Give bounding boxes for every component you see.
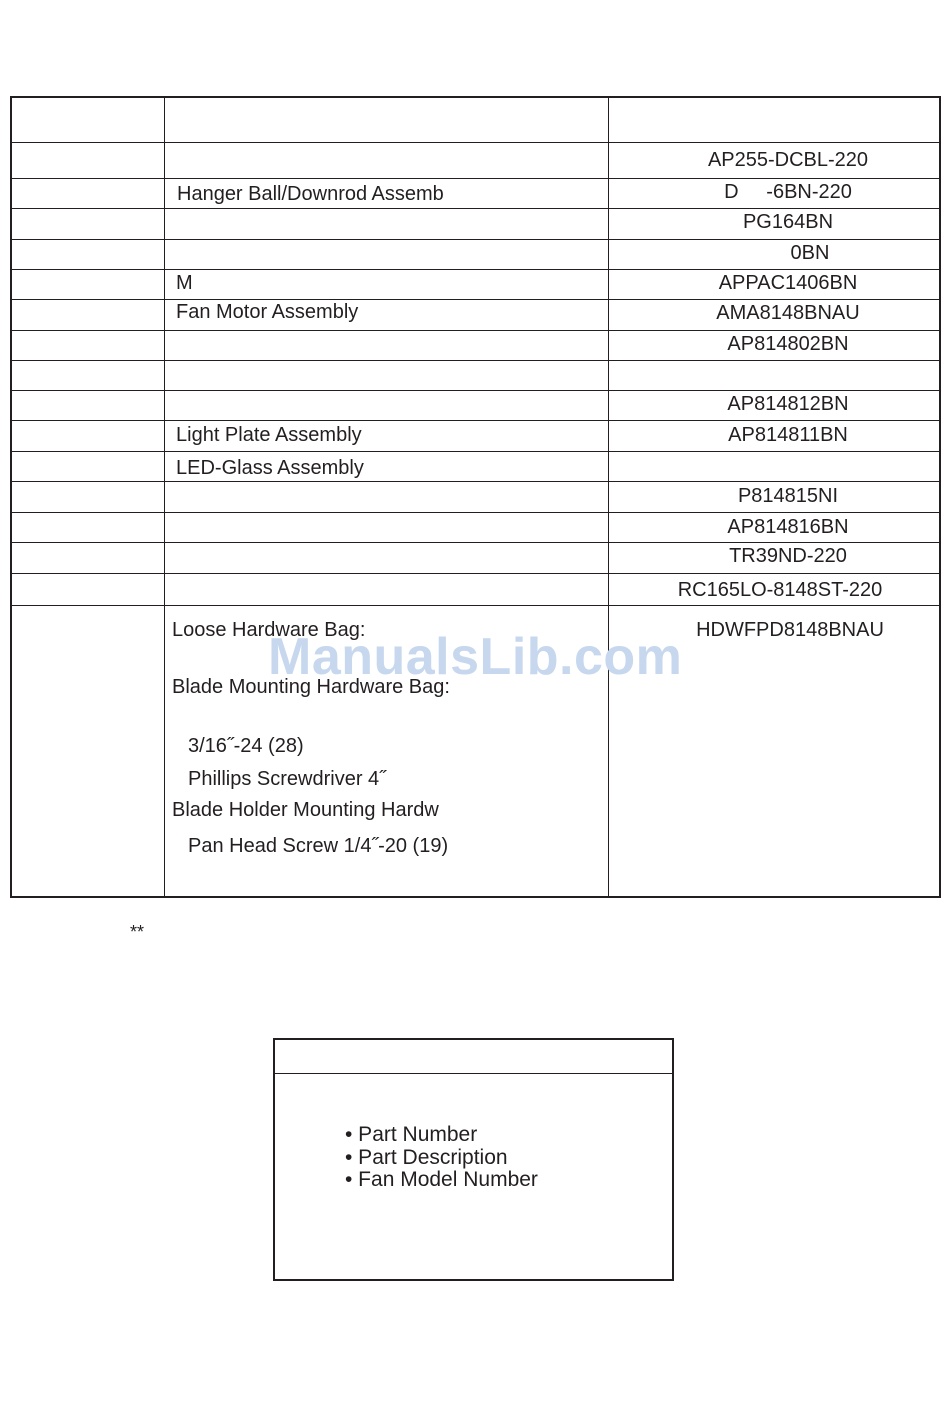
part-number: AMA8148BNAU bbox=[716, 302, 860, 324]
part-number: AP814816BN bbox=[727, 516, 849, 538]
list-item: • Part Description bbox=[345, 1145, 508, 1169]
parts-table bbox=[10, 96, 941, 898]
list-item: • Fan Model Number bbox=[345, 1168, 538, 1191]
part-number: APPAC1406BN bbox=[718, 272, 858, 294]
part-number: D -6BN-220 bbox=[724, 181, 852, 203]
part-number: P814815NI bbox=[737, 485, 839, 507]
part-number: PG164BN bbox=[742, 211, 834, 233]
row-divider bbox=[12, 605, 939, 606]
part-number: RC165LO-8148ST-220 bbox=[677, 579, 883, 601]
order-info-box bbox=[273, 1038, 674, 1281]
row-divider bbox=[12, 542, 939, 543]
row-divider bbox=[12, 360, 939, 361]
watermark: ManualsLib.com bbox=[268, 628, 683, 686]
row-divider bbox=[12, 330, 939, 331]
row-divider bbox=[12, 390, 939, 391]
column-divider bbox=[608, 98, 609, 896]
row-divider bbox=[12, 420, 939, 421]
part-description: Hanger Ball/Downrod Assemb bbox=[177, 183, 444, 205]
part-number: AP814812BN bbox=[727, 393, 849, 415]
row-divider bbox=[12, 299, 939, 300]
row-divider bbox=[12, 451, 939, 452]
row-divider bbox=[12, 269, 939, 270]
row-divider bbox=[12, 512, 939, 513]
hardware-item: 3/16˝-24 (28) bbox=[188, 735, 304, 757]
hardware-bag-label: Loose Hardware Bag: bbox=[172, 619, 366, 641]
row-divider bbox=[12, 481, 939, 482]
row-divider bbox=[12, 142, 939, 143]
row-divider bbox=[12, 178, 939, 179]
hardware-bag-label: Blade Holder Mounting Hardw bbox=[172, 799, 439, 821]
hardware-item: Pan Head Screw 1/4˝-20 (19) bbox=[188, 835, 449, 857]
row-divider bbox=[12, 208, 939, 209]
box-divider bbox=[275, 1073, 672, 1074]
row-divider bbox=[12, 573, 939, 574]
order-info-list bbox=[345, 1124, 538, 1192]
footnote-marker: ** bbox=[130, 922, 145, 942]
part-description: Light Plate Assembly bbox=[176, 424, 362, 446]
part-number: AP814802BN bbox=[727, 333, 849, 355]
part-number: AP255-DCBL-220 bbox=[707, 149, 869, 171]
hardware-item: Phillips Screwdriver 4˝ bbox=[188, 768, 386, 790]
part-description: LED-Glass Assembly bbox=[176, 457, 364, 479]
row-divider bbox=[12, 239, 939, 240]
column-divider bbox=[164, 98, 165, 896]
list-item: • Part Number bbox=[345, 1123, 478, 1146]
part-description: M bbox=[176, 272, 193, 294]
hardware-bag-label: Blade Mounting Hardware Bag: bbox=[172, 676, 450, 698]
part-number: AP814811BN bbox=[728, 424, 848, 446]
part-description: Fan Motor Assembly bbox=[176, 301, 359, 323]
part-number: HDWFPD8148BNAU bbox=[696, 619, 884, 641]
part-number: 0BN bbox=[790, 242, 830, 264]
part-number: TR39ND-220 bbox=[729, 545, 847, 567]
